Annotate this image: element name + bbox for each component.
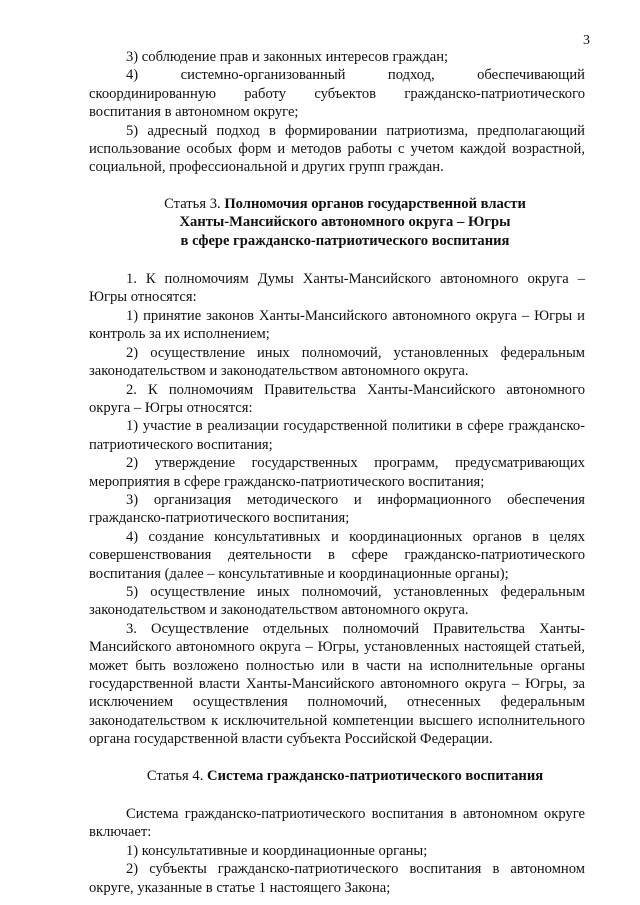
article-4-number: Статья 4. [146,767,204,784]
paragraph: 1) участие в реализации государственной политики в сфере гражданско-патриотического воспитания; [89,418,585,453]
article-4-heading [89,767,585,785]
paragraph: 1. К полномочиям Думы Ханты-Мансийского автономного округа – Югры относятся: [89,271,585,306]
paragraph: 4) создание консультативных и координационных органов в целях совершенствования деятельности в сфере гражданско-патриотического воспитания (далее – консультативные и координационные органы); [89,528,585,582]
paragraph: 3. Осуществление отдельных полномочий Правительства Ханты-Мансийского автономного округа – Югры, установленных настоящей статьей, может быть возложено полностью или в части на исполнительные органы государственной власти Ханты-Мансийского автономного округа – Югры, за исключением осуществления полномочий, отнесенных федеральным законодательством к исключительной компетенции высшего исполнительного органа государственной власти субъекта Российской Федерации. [89,620,585,748]
paragraph: 4) системно-организованный подход, обеспечивающий скоординированную работу субъектов гражданско-патриотического воспитания в автономном округе; [89,67,585,121]
article-3-title-line-2: Ханты-Мансийского автономного округа – Югры [179,214,511,231]
paragraph: 3) организация методического и информационного обеспечения гражданско-патриотического воспитания; [89,491,585,527]
paragraph: 1) принятие законов Ханты-Мансийского автономного округа – Югры и контроль за их исполнением; [89,307,585,343]
article-3-heading [89,195,585,250]
paragraph: 2. К полномочиям Правительства Ханты-Мансийского автономного округа – Югры относятся: [89,381,585,416]
paragraph: 2) осуществление иных полномочий, установленных федеральным законодательством и законодательством автономного округа. [89,344,585,380]
paragraph: 1) консультативные и координационные органы; [126,842,428,859]
paragraph: 2) утверждение государственных программ, предусматривающих мероприятия в сфере гражданско-патриотического воспитания; [89,455,585,490]
paragraph: 3) соблюдение прав и законных интересов граждан; [126,49,449,65]
article-4-title: Система гражданско-патриотического воспитания [207,767,544,784]
document-body [89,48,585,897]
article-3-number: Статья 3. [164,195,221,212]
article-3-title-line-1: Полномочия органов государственной власти [224,195,526,212]
paragraph: 5) адресный подход в формировании патриотизма, предполагающий использование особых форм и методов работы с учетом каждой возрастной, социальной, профессиональной и других групп граждан. [89,122,585,176]
article-3-title-line-3: в сфере гражданско-патриотического воспитания [180,232,510,249]
paragraph: 5) осуществление иных полномочий, установленных федеральным законодательством и законодательством автономного округа. [89,583,585,619]
paragraph: 2) субъекты гражданско-патриотического воспитания в автономном округе, указанные в статье 1 настоящего Закона; [89,861,585,896]
paragraph: Система гражданско-патриотического воспитания в автономном округе включает: [89,806,585,841]
page-number: 3 [583,33,590,48]
